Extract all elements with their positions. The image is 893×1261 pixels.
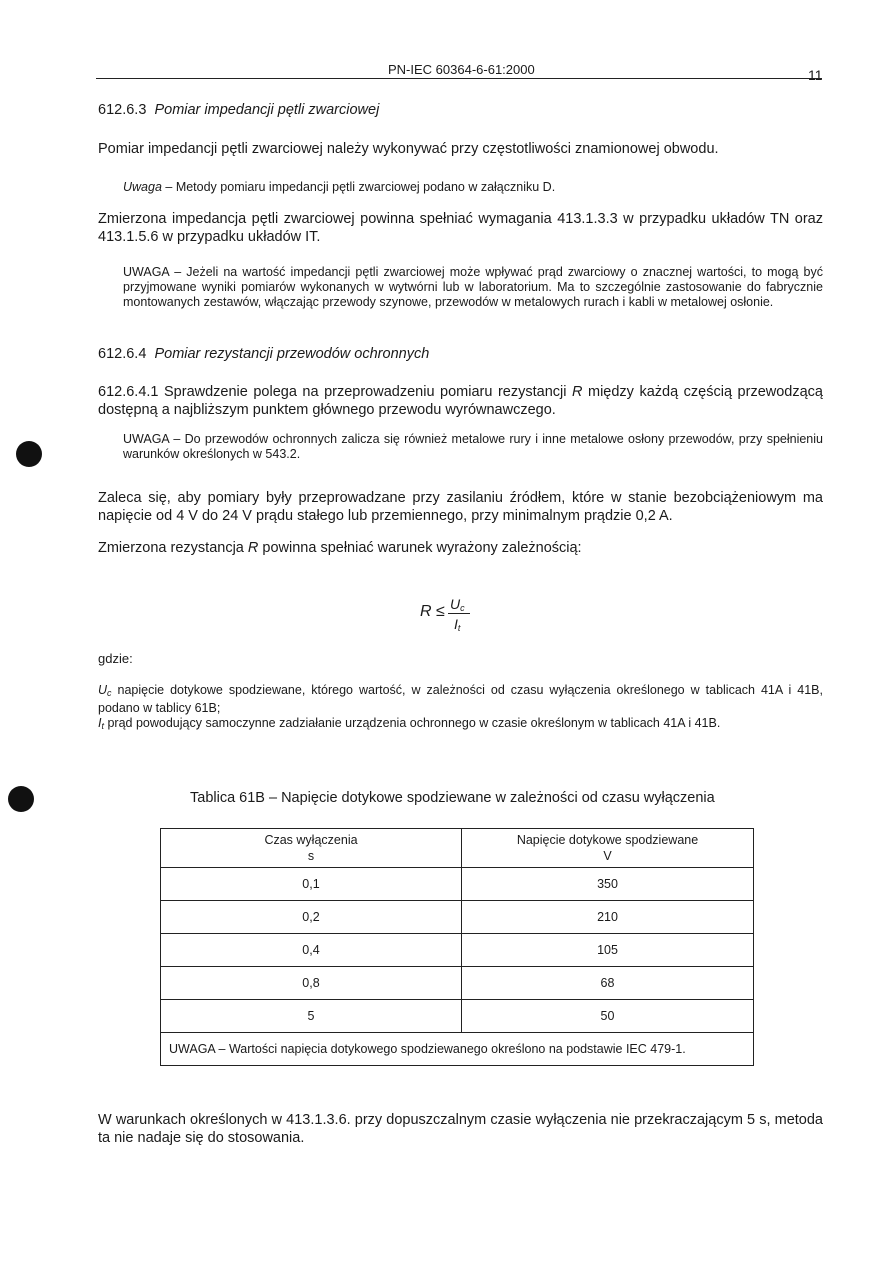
table-row <box>161 967 754 1000</box>
table-header-row <box>161 829 754 868</box>
definition-uc <box>98 683 823 716</box>
column-header-time <box>161 829 462 868</box>
table-row <box>161 1000 754 1033</box>
paragraph-612-6-4-1 <box>98 383 823 419</box>
symbol <box>98 683 112 697</box>
subscript: c <box>460 603 465 613</box>
header-unit: s <box>307 849 315 863</box>
paragraph-resistance-condition <box>98 539 823 557</box>
header-label: Napięcie dotykowe spodziewane <box>516 833 699 847</box>
cell-time: 0,4 <box>161 934 462 967</box>
section-title: Pomiar rezystancji przewodów ochronnych <box>154 346 430 362</box>
symbol: I <box>454 616 458 632</box>
symbol: U <box>450 596 461 612</box>
section-number: 612.6.3 <box>98 102 147 118</box>
cell-time: 0,1 <box>161 868 462 901</box>
resistance-formula <box>420 596 480 640</box>
paragraph-measurement-supply: Zaleca się, aby pomiary były przeprowadzane przy zasilaniu źródłem, które w stanie bezobciążeniowym ma napięcie od 4 V do 24 V prądu stałego lub przemiennego, przy minimalnym prądzie 0,2 A. <box>98 490 823 524</box>
symbol-letter: I <box>98 716 102 730</box>
table-row <box>161 901 754 934</box>
section-title: Pomiar impedancji pętli zwarciowej <box>154 102 380 118</box>
definition-text: prąd powodujący samoczynne zadziałanie urządzenia ochronnego w czasie określonym w tablicach 41A i 41B. <box>104 716 721 730</box>
subscript: c <box>107 688 112 698</box>
definition-text: napięcie dotykowe spodziewane, którego wartość, w zależności od czasu wyłączenia określonego w tablicach 41A i 41B, podano w tablicy 61B; <box>98 683 823 715</box>
note-text: – Metody pomiaru impedancji pętli zwarciowej podano w załączniku D. <box>161 180 556 194</box>
column-header-voltage <box>462 829 754 868</box>
header-label: Czas wyłączenia <box>264 833 358 847</box>
text-run: powinna spełniać warunek wyrażony zależnością: <box>258 540 582 556</box>
cell-time: 5 <box>161 1000 462 1033</box>
note-label: Uwaga <box>123 180 162 194</box>
document-standard-id: PN-IEC 60364-6-61:2000 <box>388 62 535 77</box>
cell-time: 0,8 <box>161 967 462 1000</box>
table-note: UWAGA – Wartości napięcia dotykowego spodziewanego określono na podstawie IEC 479-1. <box>161 1033 754 1066</box>
closing-paragraph: W warunkach określonych w 413.1.3.6. przy dopuszczalnym czasie wyłączenia nie przekraczającym 5 s, metoda ta nie nadaje się do stosowania. <box>98 1112 823 1146</box>
cell-voltage: 50 <box>462 1000 754 1033</box>
definition-it <box>98 716 823 734</box>
fraction-bar <box>448 613 470 614</box>
cell-voltage: 68 <box>462 967 754 1000</box>
header-divider <box>96 78 822 79</box>
text-run: Zmierzona rezystancja <box>98 540 248 556</box>
note-short-circuit: UWAGA – Jeżeli na wartość impedancji pętli zwarciowej może wpływać prąd zwarciowy o znacznej wartości, to mogą być przyjmowane wyniki pomiarów wykonanych w wytwórni lub w laboratorium. Ma to szczególnie zastosowanie do fabrycznie montowanych zestawów, włączając przewody szynowe, przewodów w metalowych rurach i kabli w metalowej osłonie. <box>123 265 823 309</box>
symbol-letter: U <box>98 683 108 697</box>
touch-voltage-table <box>160 828 754 1066</box>
paragraph-impedance-requirements: Zmierzona impedancja pętli zwarciowej powinna spełniać wymagania 413.1.3.3 w przypadku układów TN oraz 413.1.5.6 w przypadku układów IT. <box>98 211 823 245</box>
section-number: 612.6.4 <box>98 346 147 362</box>
formula-numerator <box>450 596 465 613</box>
punch-hole-upper <box>16 441 42 467</box>
variable-r: R <box>571 384 583 400</box>
table-row <box>161 934 754 967</box>
formula-denominator <box>454 616 460 633</box>
table-note-row <box>161 1033 754 1066</box>
cell-voltage: 210 <box>462 901 754 934</box>
cell-voltage: 105 <box>462 934 754 967</box>
variable-r: R <box>247 540 259 556</box>
cell-voltage: 350 <box>462 868 754 901</box>
subscript: t <box>457 623 461 633</box>
section-heading-612-6-3 <box>98 101 379 119</box>
formula-lhs: R ≤ <box>420 603 445 620</box>
text-run: między każdą częścią przewodzącą dostępną a najbliższym punktem głównego przewodu wyrównawczego. <box>98 384 823 418</box>
paragraph-loop-impedance: Pomiar impedancji pętli zwarciowej należy wykonywać przy częstotliwości znamionowej obwodu. <box>98 141 719 157</box>
punch-hole-lower <box>8 786 34 812</box>
subscript: t <box>101 721 104 731</box>
note-protective-conductors: UWAGA – Do przewodów ochronnych zalicza się również metalowe rury i inne metalowe osłony przewodów, przy spełnieniu warunków określonych w 543.2. <box>123 432 823 461</box>
cell-time: 0,2 <box>161 901 462 934</box>
text-run: 612.6.4.1 Sprawdzenie polega na przeprowadzeniu pomiaru rezystancji <box>98 384 572 400</box>
section-heading-612-6-4 <box>98 345 429 363</box>
table-row <box>161 868 754 901</box>
table-title: Tablica 61B – Napięcie dotykowe spodziewane w zależności od czasu wyłączenia <box>190 790 715 806</box>
header-unit: V <box>603 849 612 863</box>
note-methods <box>123 180 823 195</box>
where-label: gdzie: <box>98 651 133 666</box>
page-number: 11 <box>808 67 823 83</box>
